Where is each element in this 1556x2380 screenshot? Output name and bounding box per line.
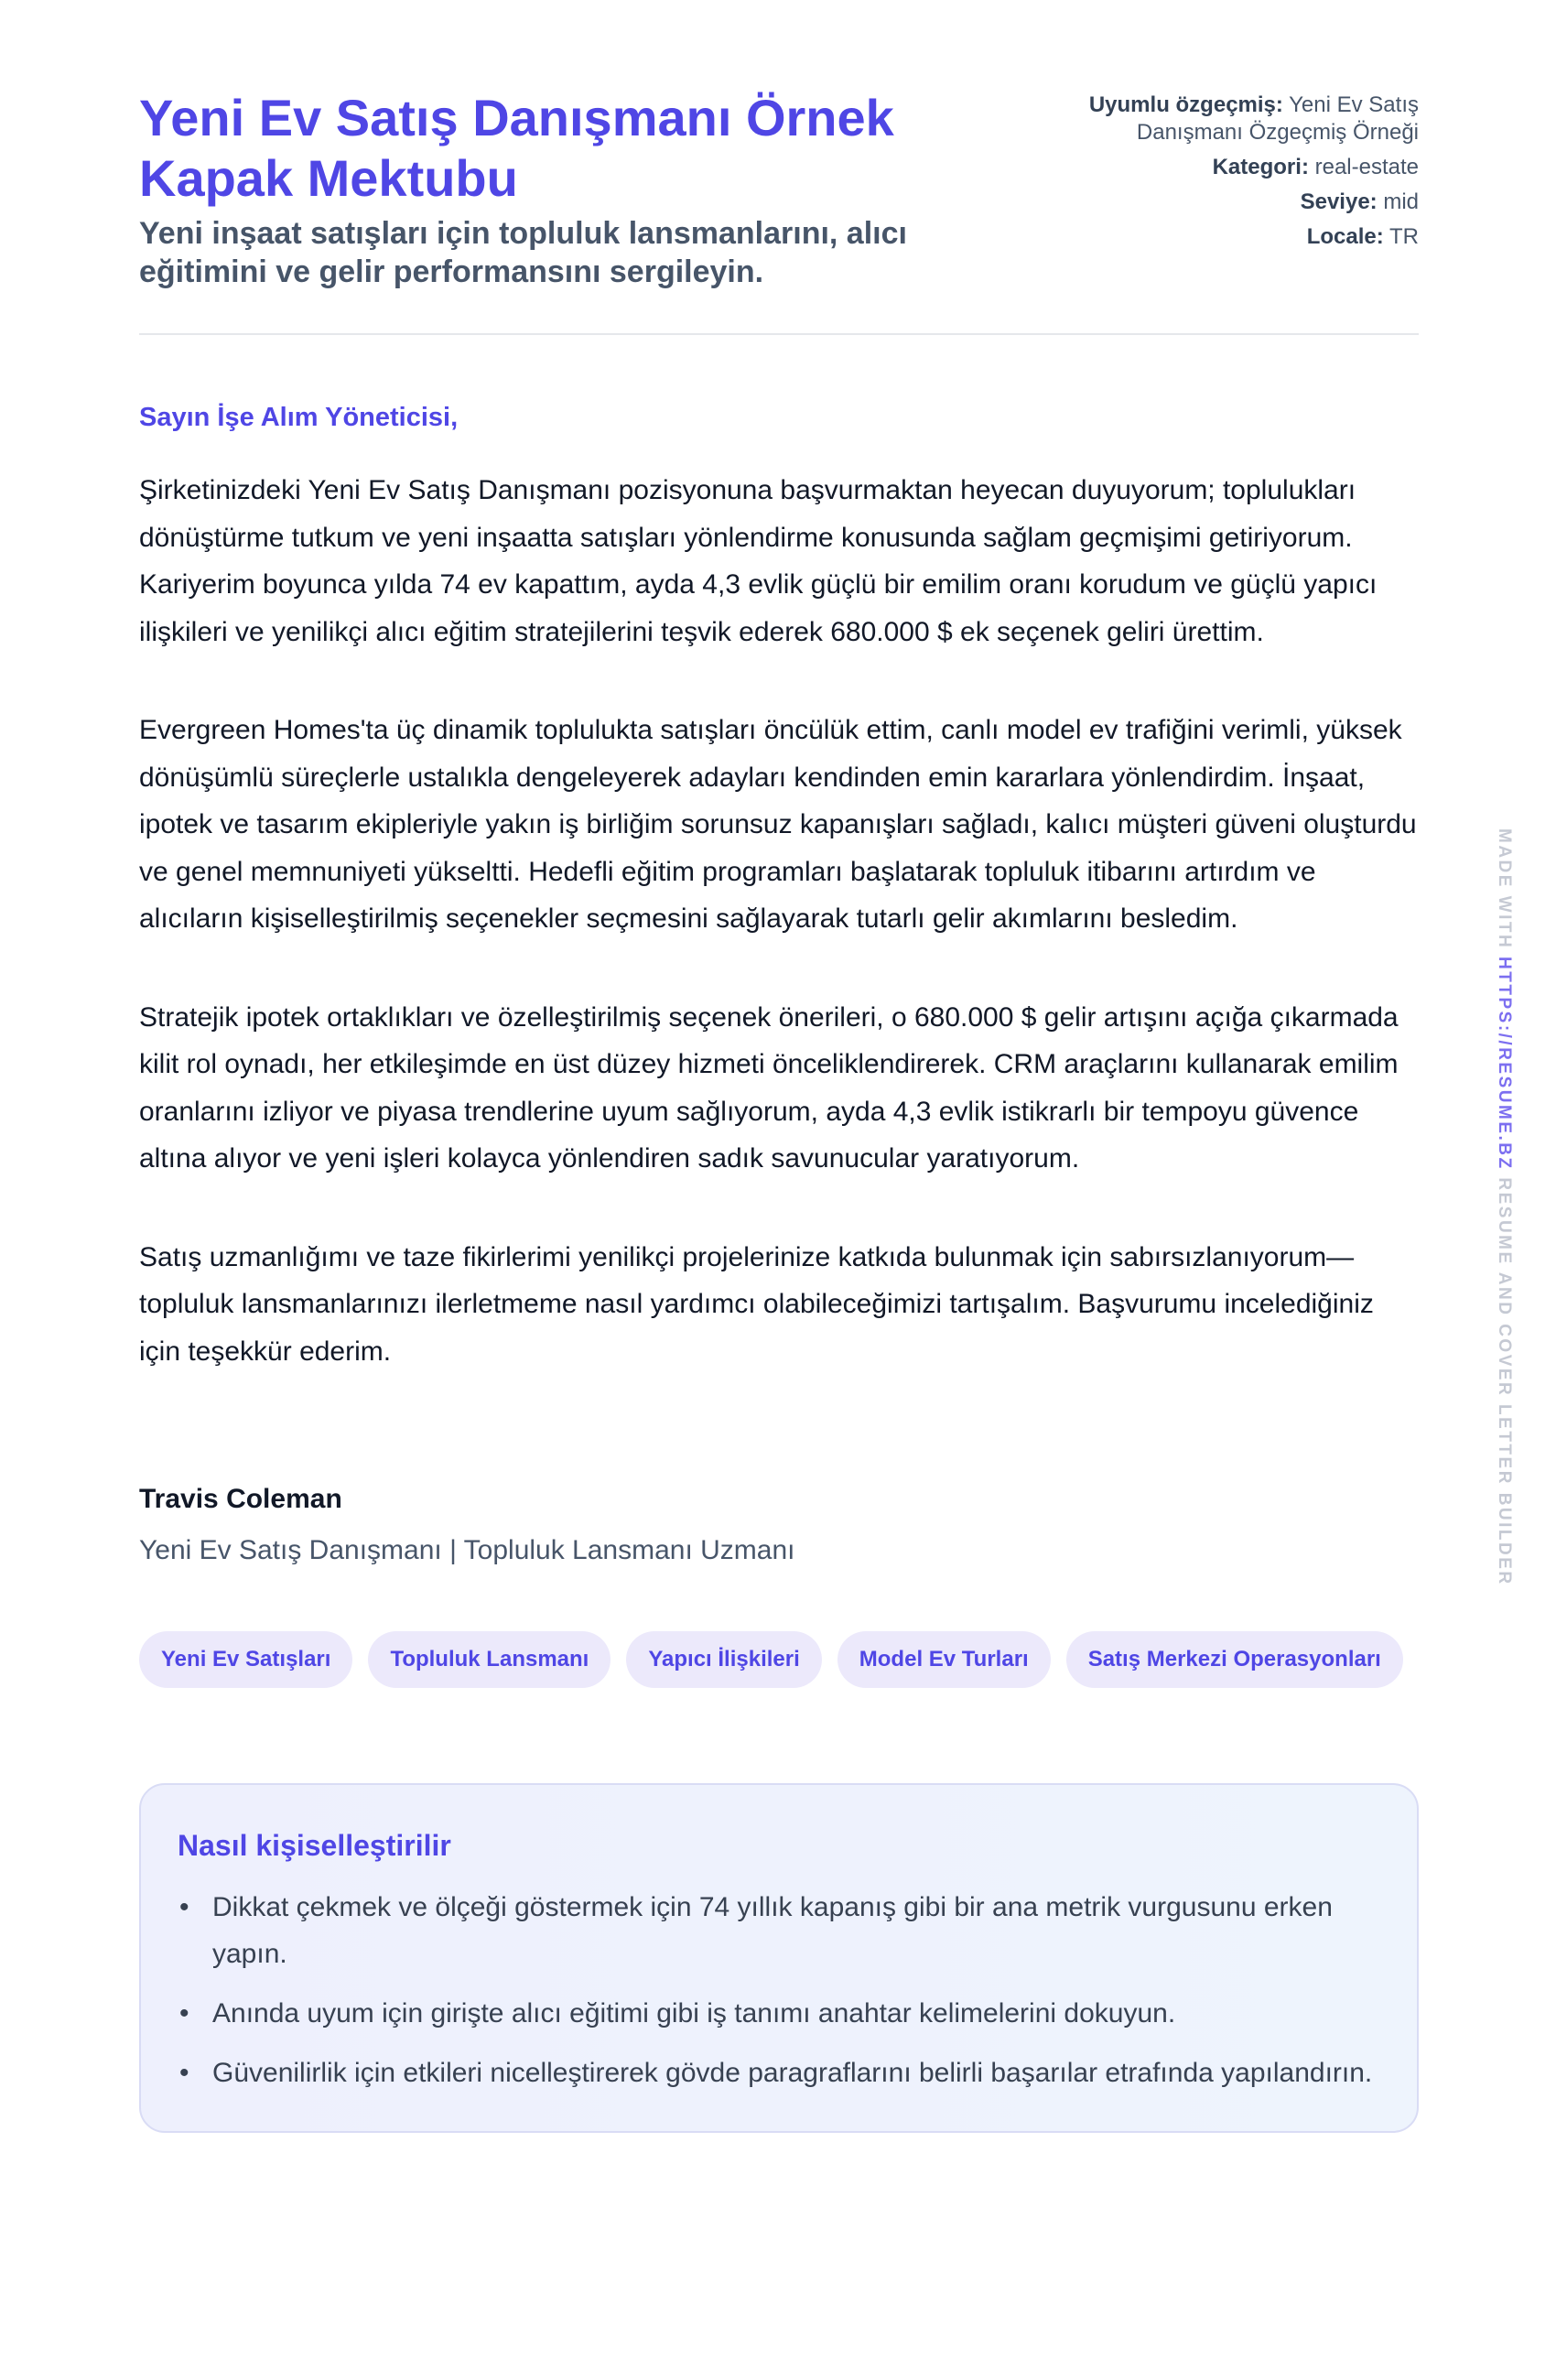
meta-compatible-resume-label: Uyumlu özgeçmiş:	[1088, 92, 1283, 117]
letter-paragraph: Stratejik ipotek ortaklıkları ve özelleştirilmiş seçenek önerileri, o 680.000 $ gelir artışını açığa çıkarmada kilit rol oynadı, her etkileşimde en üst düzey hizmeti önceliklendirerek. CRM araçlarını kullanarak emilim oranlarını izliyor ve piyasa trendlerine uyum sağlıyorum, ayda 4,3 evlik istikrarlı bir tempoyu güvence altına alıyor ve yeni işleri kolayca yönlendiren sadık savunucular yaratıyorum.	[139, 1001, 1399, 1174]
skill-tag: Model Ev Turları	[837, 1631, 1051, 1688]
meta-panel	[1034, 88, 1419, 254]
meta-category-value: real-estate	[1314, 155, 1419, 179]
meta-compatible-resume-value: Yeni Ev Satış Danışmanı Özgeçmiş Örneği	[1136, 92, 1419, 145]
bullet-icon: •	[179, 1892, 189, 1922]
vertical-credit	[1483, 828, 1519, 1586]
meta-locale	[1034, 220, 1419, 254]
skill-tag: Satış Merkezi Operasyonları	[1066, 1631, 1403, 1688]
signature-name: Travis Coleman	[139, 1484, 342, 1514]
meta-category-label: Kategori:	[1212, 155, 1309, 179]
meta-level-label: Seviye:	[1300, 189, 1378, 214]
page-title: Yeni Ev Satış Danışmanı Örnek Kapak Mektubu	[139, 89, 894, 207]
skill-tag: Yapıcı İlişkileri	[626, 1631, 821, 1688]
credit-suffix: RESUME AND COVER LETTER BUILDER	[1495, 1177, 1514, 1586]
meta-category	[1034, 150, 1419, 185]
page-subtitle: Yeni inşaat satışları için topluluk lansmanlarını, alıcı eğitimini ve gelir performansını sergileyin.	[139, 216, 907, 289]
meta-level-value: mid	[1383, 189, 1419, 214]
letter-paragraph: Satış uzmanlığımı ve taze fikirlerimi yenilikçi projelerinize katkıda bulunmak için sabırsızlanıyorum—topluluk lansmanlarınızı ilerletmeme nasıl yardımcı olabileceğimizi tartışalım. Başvurumu incelediğiniz için teşekkür ederim.	[139, 1241, 1374, 1367]
credit-link[interactable]: HTTPS://RESUME.BZ	[1495, 957, 1514, 1171]
tips-list-item	[178, 1990, 1380, 2037]
letter-paragraph: Şirketinizdeki Yeni Ev Satış Danışmanı pozisyonuna başvurmaktan heyecan duyuyorum; toplulukları dönüştürme tutkum ve yeni inşaatta satışları yönlendirme konusunda sağlam geçmişimi getiriyorum. Kariyerim boyunca yılda 74 ev kapattım, ayda 4,3 evlik güçlü bir emilim oranı korudum ve güçlü yapıcı ilişkileri ve yenilikçi alıcı eğitim stratejilerini teşvik ederek 680.000 $ ek seçenek geliri ürettim.	[139, 475, 1378, 647]
header	[139, 88, 1419, 333]
tips-card	[139, 1783, 1419, 2133]
bullet-icon: •	[179, 1998, 189, 2028]
cover-letter-page	[139, 88, 1419, 2133]
meta-locale-value: TR	[1389, 224, 1419, 249]
skill-tag: Yeni Ev Satışları	[139, 1631, 352, 1688]
tips-list-item	[178, 2050, 1380, 2096]
meta-locale-label: Locale:	[1306, 224, 1384, 249]
tips-list	[178, 1884, 1380, 2096]
tips-list-item	[178, 1884, 1380, 1977]
skill-tag: Topluluk Lansmanı	[368, 1631, 611, 1688]
signature-block	[139, 1481, 1419, 1569]
tips-item-text: Dikkat çekmek ve ölçeği göstermek için 74 yıllık kapanış gibi bir ana metrik vurgusunu erken yapın.	[212, 1892, 1333, 1969]
bullet-icon: •	[179, 2058, 189, 2088]
credit-text	[1494, 828, 1514, 1586]
header-divider	[139, 333, 1419, 335]
tips-item-text: Anında uyum için girişte alıcı eğitimi gibi iş tanımı anahtar kelimelerini dokuyun.	[212, 1998, 1176, 2028]
skill-tags	[139, 1631, 1419, 1688]
signature-role: Yeni Ev Satış Danışmanı | Topluluk Lansmanı Uzmanı	[139, 1535, 795, 1565]
meta-compatible-resume	[1034, 92, 1419, 146]
letter-paragraph: Evergreen Homes'ta üç dinamik toplulukta satışları öncülük ettim, canlı model ev trafiğini verimli, yüksek dönüşümlü süreçlerle ustalıkla dengeleyerek adayları kendinden emin kararlara yönlendirdim. İnşaat, ipotek ve tasarım ekipleriyle yakın iş birliğim sorunsuz kapanışları sağladı, kalıcı müşteri güveni oluşturdu ve genel memnuniyeti yükseltti. Hedefli eğitim programları başlatarak topluluk itibarını artırdım ve alıcıların kişiselleştirilmiş seçenekler seçmesini sağlayarak tutarlı gelir akımlarını besledim.	[139, 715, 1417, 934]
tips-title: Nasıl kişiselleştirilir	[178, 1829, 451, 1862]
letter-greeting: Sayın İşe Alım Yöneticisi,	[139, 403, 459, 432]
meta-level	[1034, 185, 1419, 220]
credit-prefix: MADE WITH	[1495, 828, 1514, 950]
letter-body	[139, 467, 1419, 1375]
tips-item-text: Güvenilirlik için etkileri nicelleştirerek gövde paragraflarını belirli başarılar etrafında yapılandırın.	[212, 2058, 1373, 2088]
